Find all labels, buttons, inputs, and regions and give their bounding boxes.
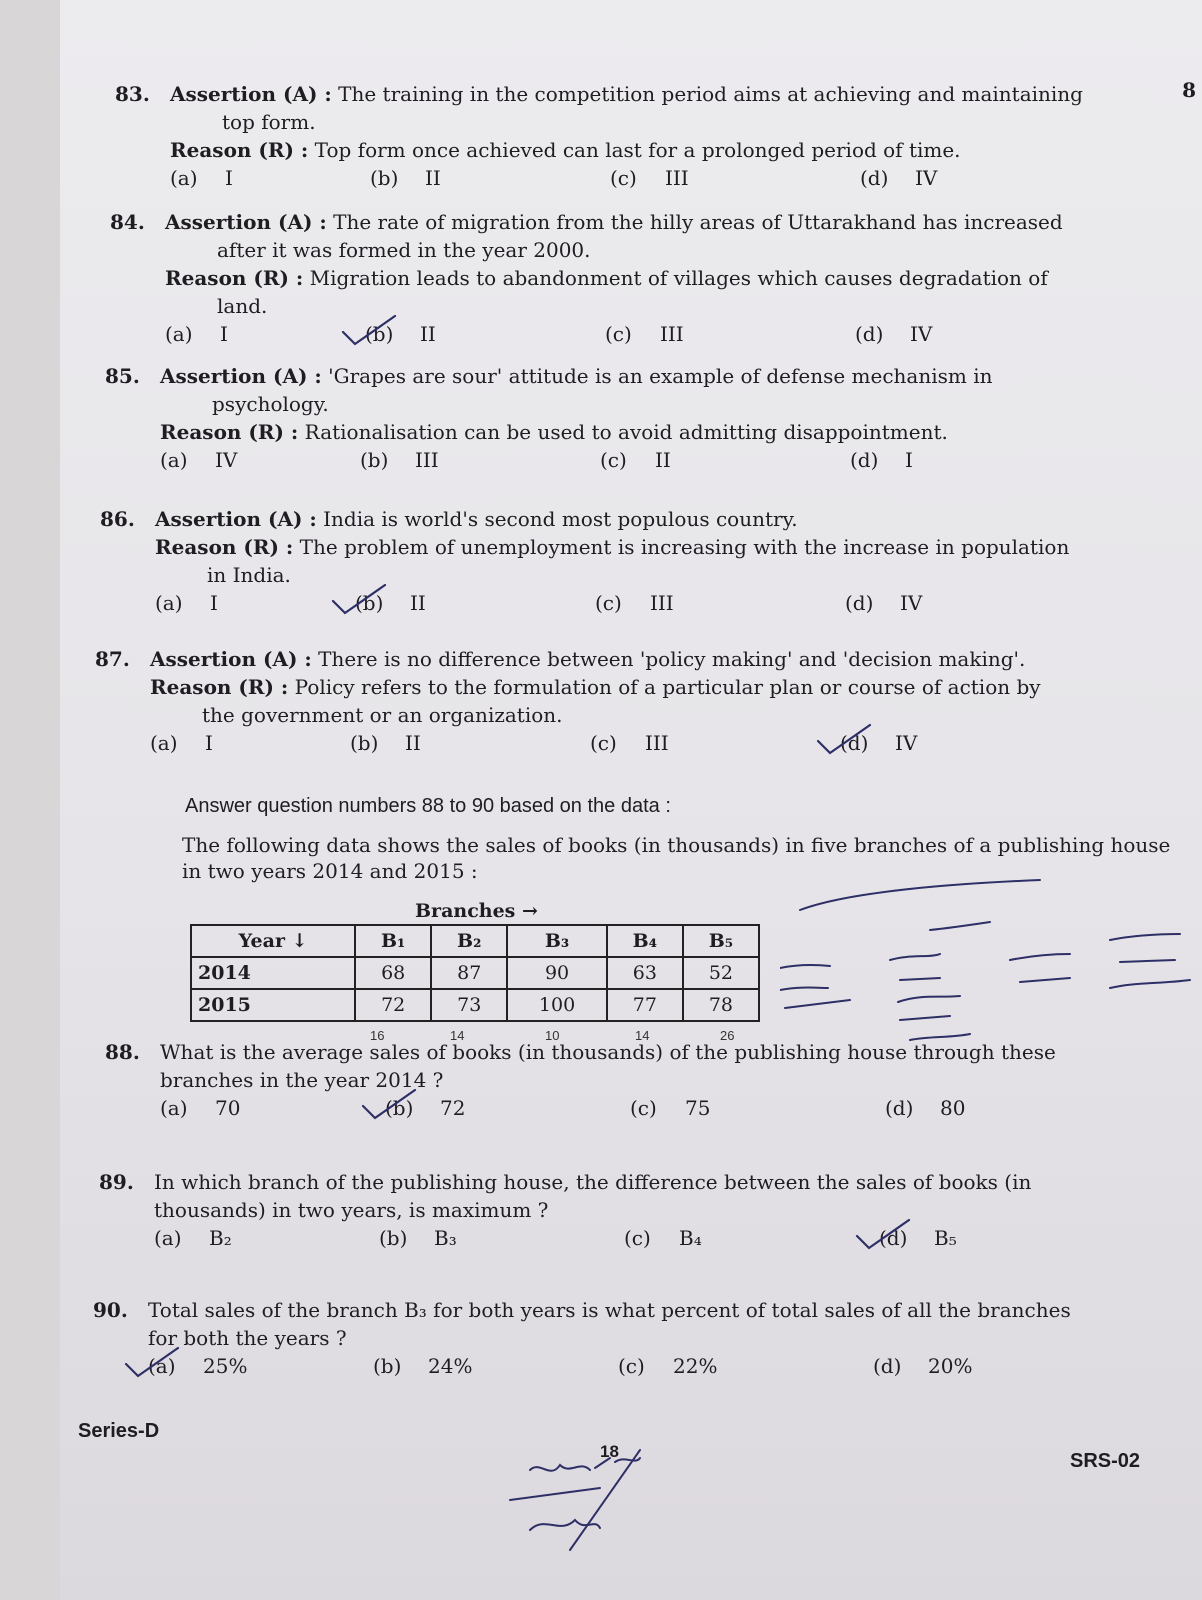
table-cell: 73 — [431, 989, 507, 1021]
option-label: (a) — [170, 166, 198, 190]
header-cell: B₄ — [607, 925, 683, 957]
option-label: (b) — [355, 591, 384, 615]
options — [160, 1094, 1180, 1124]
data-description: The following data shows the sales of books (in thousands) in five branches of a publishing house in two years 2014 and 2015 : — [182, 833, 1171, 883]
options — [165, 320, 1185, 350]
table-cell: 90 — [507, 957, 607, 989]
table-row — [191, 957, 759, 989]
answer-option[interactable] — [160, 446, 237, 474]
assertion-line — [170, 80, 1190, 108]
answer-option[interactable] — [630, 1094, 710, 1122]
option-value: III — [645, 731, 669, 755]
difference-note: 26 — [720, 1028, 735, 1043]
header-cell: B₁ — [355, 925, 431, 957]
option-value: 80 — [940, 1096, 966, 1120]
assertion-line — [165, 208, 1185, 236]
option-value: I — [220, 322, 228, 346]
option-value: II — [655, 448, 671, 472]
branches-heading: Branches → — [415, 900, 538, 922]
header-cell: B₃ — [507, 925, 607, 957]
page-number: 18 — [600, 1442, 619, 1461]
reason-continuation: in India. — [207, 563, 291, 587]
year-cell: 2015 — [191, 989, 355, 1021]
difference-note: 16 — [370, 1028, 385, 1043]
answer-option[interactable] — [373, 1352, 472, 1380]
reason-text: Migration leads to abandonment of villages which causes degradation of — [309, 266, 1048, 290]
option-label: (b) — [365, 322, 394, 346]
option-value: III — [650, 591, 674, 615]
answer-option[interactable] — [885, 1094, 965, 1122]
assertion-line — [155, 505, 1175, 533]
question-number: 87. — [95, 647, 130, 671]
assertion-text: The rate of migration from the hilly areas of Uttarakhand has increased — [333, 210, 1063, 234]
question-text-continuation: thousands) in two years, is maximum ? — [154, 1198, 549, 1222]
option-label: (d) — [850, 448, 879, 472]
option-value: II — [425, 166, 441, 190]
header-cell: B₅ — [683, 925, 759, 957]
option-value: II — [420, 322, 436, 346]
answer-option[interactable] — [595, 589, 674, 617]
table-row — [191, 989, 759, 1021]
data-question — [99, 1168, 1174, 1254]
options — [170, 164, 1190, 194]
question-number: 90. — [93, 1298, 128, 1322]
option-label: (a) — [160, 448, 188, 472]
option-value: B₃ — [434, 1226, 457, 1250]
option-label: (a) — [148, 1354, 176, 1378]
reason-line — [155, 533, 1175, 561]
option-value: III — [665, 166, 689, 190]
option-label: (c) — [605, 322, 632, 346]
answer-option[interactable] — [165, 320, 228, 348]
answer-option[interactable] — [618, 1352, 717, 1380]
answer-option[interactable] — [855, 320, 932, 348]
option-value: 22% — [673, 1354, 718, 1378]
difference-note: 10 — [545, 1028, 560, 1043]
reason-text: Rationalisation can be used to avoid admitting disappointment. — [304, 420, 948, 444]
answer-option[interactable] — [840, 729, 917, 757]
answer-option[interactable] — [370, 164, 441, 192]
option-value: 70 — [215, 1096, 241, 1120]
page-edge-number: 8 — [1182, 78, 1196, 102]
assertion-label: Assertion (A) : — [170, 82, 332, 106]
question — [105, 362, 1180, 476]
option-value: B₄ — [679, 1226, 702, 1250]
question-number: 83. — [115, 82, 150, 106]
option-value: I — [225, 166, 233, 190]
option-label: (d) — [860, 166, 889, 190]
option-value: B₂ — [209, 1226, 232, 1250]
option-label: (c) — [624, 1226, 651, 1250]
answer-option[interactable] — [385, 1094, 465, 1122]
option-label: (d) — [885, 1096, 914, 1120]
option-label: (a) — [154, 1226, 182, 1250]
assertion-text: There is no difference between 'policy making' and 'decision making'. — [318, 647, 1026, 671]
option-label: (b) — [370, 166, 399, 190]
reason-continuation: land. — [217, 294, 268, 318]
option-label: (a) — [160, 1096, 188, 1120]
answer-option[interactable] — [605, 320, 684, 348]
question — [110, 208, 1185, 350]
assertion-text: The training in the competition period aims at achieving and maintaining — [338, 82, 1083, 106]
answer-option[interactable] — [850, 446, 913, 474]
option-label: (d) — [855, 322, 884, 346]
data-question — [105, 1038, 1180, 1124]
reason-line — [170, 136, 1190, 164]
question-number: 85. — [105, 364, 140, 388]
paper-code: SRS-02 — [1070, 1450, 1141, 1472]
option-label: (c) — [595, 591, 622, 615]
assertion-line — [160, 362, 1180, 390]
reason-label: Reason (R) : — [170, 138, 309, 162]
question-number: 89. — [99, 1170, 134, 1194]
reason-continuation: the government or an organization. — [202, 703, 563, 727]
header-cell: Year ↓ — [191, 925, 355, 957]
assertion-continuation: top form. — [222, 110, 316, 134]
answer-option[interactable] — [365, 320, 436, 348]
exam-page — [60, 0, 1202, 1600]
option-label: (c) — [618, 1354, 645, 1378]
option-value: III — [415, 448, 439, 472]
question-number: 88. — [105, 1040, 140, 1064]
option-label: (d) — [879, 1226, 908, 1250]
assertion-continuation: after it was formed in the year 2000. — [217, 238, 591, 262]
option-label: (d) — [845, 591, 874, 615]
options — [148, 1352, 1168, 1382]
option-label: (a) — [150, 731, 178, 755]
option-value: I — [205, 731, 213, 755]
option-value: 75 — [685, 1096, 711, 1120]
answer-option[interactable] — [355, 589, 426, 617]
table-header-row — [191, 925, 759, 957]
data-question — [93, 1296, 1168, 1382]
option-label: (c) — [590, 731, 617, 755]
assertion-label: Assertion (A) : — [160, 364, 322, 388]
sales-table — [190, 924, 760, 1022]
option-value: II — [405, 731, 421, 755]
option-value: B₅ — [934, 1226, 957, 1250]
option-value: IV — [900, 591, 923, 615]
answer-option[interactable] — [170, 164, 233, 192]
question-number: 84. — [110, 210, 145, 234]
option-label: (b) — [350, 731, 379, 755]
table-cell: 68 — [355, 957, 431, 989]
table-cell: 87 — [431, 957, 507, 989]
handwritten-calculations-scribble — [780, 870, 1202, 1060]
options — [150, 729, 1170, 759]
question-text-continuation: branches in the year 2014 ? — [160, 1068, 444, 1092]
answer-option[interactable] — [360, 446, 439, 474]
assertion-text: 'Grapes are sour' attitude is an example of defense mechanism in — [328, 364, 993, 388]
reason-text: The problem of unemployment is increasing with the increase in population — [299, 535, 1070, 559]
option-label: (b) — [385, 1096, 414, 1120]
option-value: IV — [910, 322, 933, 346]
answer-option[interactable] — [379, 1224, 457, 1252]
option-value: III — [660, 322, 684, 346]
question — [95, 645, 1170, 759]
option-value: 24% — [428, 1354, 473, 1378]
options — [155, 589, 1175, 619]
option-label: (b) — [379, 1226, 408, 1250]
options — [160, 446, 1180, 476]
question-text: In which branch of the publishing house, the difference between the sales of books (in — [154, 1170, 1032, 1194]
reason-label: Reason (R) : — [165, 266, 304, 290]
option-label: (b) — [360, 448, 389, 472]
option-label: (a) — [165, 322, 193, 346]
option-value: IV — [215, 448, 238, 472]
assertion-label: Assertion (A) : — [150, 647, 312, 671]
table-cell: 100 — [507, 989, 607, 1021]
question-text-continuation: for both the years ? — [148, 1326, 347, 1350]
option-value: I — [905, 448, 913, 472]
answer-option[interactable] — [148, 1352, 247, 1380]
option-value: II — [410, 591, 426, 615]
option-label: (c) — [630, 1096, 657, 1120]
option-value: 20% — [928, 1354, 973, 1378]
assertion-label: Assertion (A) : — [155, 507, 317, 531]
answer-option[interactable] — [610, 164, 689, 192]
question — [115, 80, 1190, 194]
table-cell: 52 — [683, 957, 759, 989]
question-number: 86. — [100, 507, 135, 531]
reason-text: Policy refers to the formulation of a particular plan or course of action by — [294, 675, 1041, 699]
options — [154, 1224, 1174, 1254]
option-value: 25% — [203, 1354, 248, 1378]
answer-option[interactable] — [624, 1224, 702, 1252]
reason-line — [160, 418, 1180, 446]
answer-option[interactable] — [155, 589, 218, 617]
answer-option[interactable] — [600, 446, 671, 474]
table-cell: 77 — [607, 989, 683, 1021]
option-label: (a) — [155, 591, 183, 615]
answer-option[interactable] — [350, 729, 421, 757]
assertion-continuation: psychology. — [212, 392, 329, 416]
answer-option[interactable] — [150, 729, 213, 757]
answer-option[interactable] — [154, 1224, 232, 1252]
reason-label: Reason (R) : — [160, 420, 299, 444]
option-value: IV — [895, 731, 918, 755]
assertion-line — [150, 645, 1170, 673]
reason-line — [150, 673, 1170, 701]
option-value: IV — [915, 166, 938, 190]
assertion-text: India is world's second most populous country. — [323, 507, 798, 531]
option-label: (c) — [600, 448, 627, 472]
option-value: I — [210, 591, 218, 615]
year-cell: 2014 — [191, 957, 355, 989]
header-cell: B₂ — [431, 925, 507, 957]
option-label: (d) — [840, 731, 869, 755]
reason-text: Top form once achieved can last for a prolonged period of time. — [314, 138, 961, 162]
option-label: (c) — [610, 166, 637, 190]
reason-label: Reason (R) : — [150, 675, 289, 699]
handwritten-percent-calc — [490, 1440, 690, 1560]
difference-note: 14 — [635, 1028, 650, 1043]
question-text: What is the average sales of books (in thousands) of the publishing house through these — [160, 1040, 1056, 1064]
data-instruction: Answer question numbers 88 to 90 based on the data : — [185, 795, 671, 817]
answer-option[interactable] — [160, 1094, 240, 1122]
series-label: Series-D — [78, 1420, 160, 1442]
answer-option[interactable] — [860, 164, 937, 192]
reason-label: Reason (R) : — [155, 535, 294, 559]
difference-note: 14 — [450, 1028, 465, 1043]
table-cell: 63 — [607, 957, 683, 989]
option-value: 72 — [440, 1096, 466, 1120]
assertion-label: Assertion (A) : — [165, 210, 327, 234]
question-text: Total sales of the branch B₃ for both years is what percent of total sales of all the branches — [148, 1298, 1071, 1322]
option-label: (d) — [873, 1354, 902, 1378]
reason-line — [165, 264, 1185, 292]
answer-option[interactable] — [873, 1352, 972, 1380]
table-cell: 78 — [683, 989, 759, 1021]
option-label: (b) — [373, 1354, 402, 1378]
answer-option[interactable] — [845, 589, 922, 617]
answer-option[interactable] — [879, 1224, 957, 1252]
question — [100, 505, 1175, 619]
table-cell: 72 — [355, 989, 431, 1021]
answer-option[interactable] — [590, 729, 669, 757]
